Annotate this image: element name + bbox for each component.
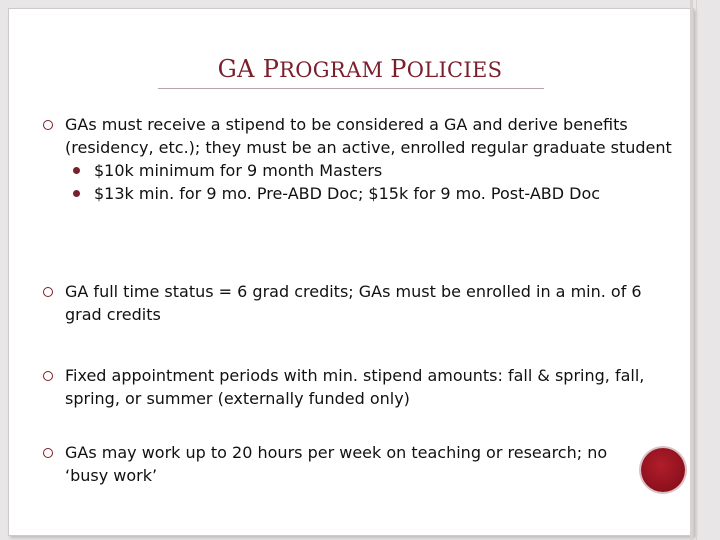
decorative-red-circle xyxy=(641,448,685,492)
title-part-olicies: OLICIES xyxy=(406,58,503,82)
bullet-stipend xyxy=(43,113,683,205)
sub-bullet-doc xyxy=(65,182,683,205)
bullet-text: GAs may work up to 20 hours per week on teaching or research; no ‘busy work’ xyxy=(65,443,608,485)
sub-bullet-dot-icon xyxy=(73,167,80,174)
title-part-ga: GA xyxy=(217,55,263,83)
bullet-work-hours xyxy=(43,441,633,487)
bullet-ring-icon xyxy=(43,371,53,381)
sub-bullet-text: $10k minimum for 9 month Masters xyxy=(94,161,383,180)
bullet-full-time-status xyxy=(43,280,683,326)
title-underline xyxy=(158,88,544,89)
bullet-text: GAs must receive a stipend to be considered a GA and derive benefits (residency, etc.); they must be an active, enrolled regular graduate student xyxy=(65,115,672,157)
bullet-text: GA full time status = 6 grad credits; GAs must be enrolled in a min. of 6 grad credits xyxy=(65,282,642,324)
title-initial-p1: P xyxy=(262,55,280,83)
title-part-rogram: ROGRAM xyxy=(279,58,391,82)
bullet-ring-icon xyxy=(43,120,53,130)
bullet-appointment-periods xyxy=(43,364,683,410)
slide-title xyxy=(0,55,720,83)
title-initial-p2: P xyxy=(390,55,407,83)
bullet-text: Fixed appointment periods with min. stipend amounts: fall & spring, fall, spring, or summer (externally funded only) xyxy=(65,366,645,408)
bullet-ring-icon xyxy=(43,448,53,458)
sub-bullet-text: $13k min. for 9 mo. Pre-ABD Doc; $15k for 9 mo. Post-ABD Doc xyxy=(94,184,601,203)
sub-bullet-dot-icon xyxy=(73,190,80,197)
sub-bullet-masters xyxy=(65,159,683,182)
bullet-ring-icon xyxy=(43,287,53,297)
